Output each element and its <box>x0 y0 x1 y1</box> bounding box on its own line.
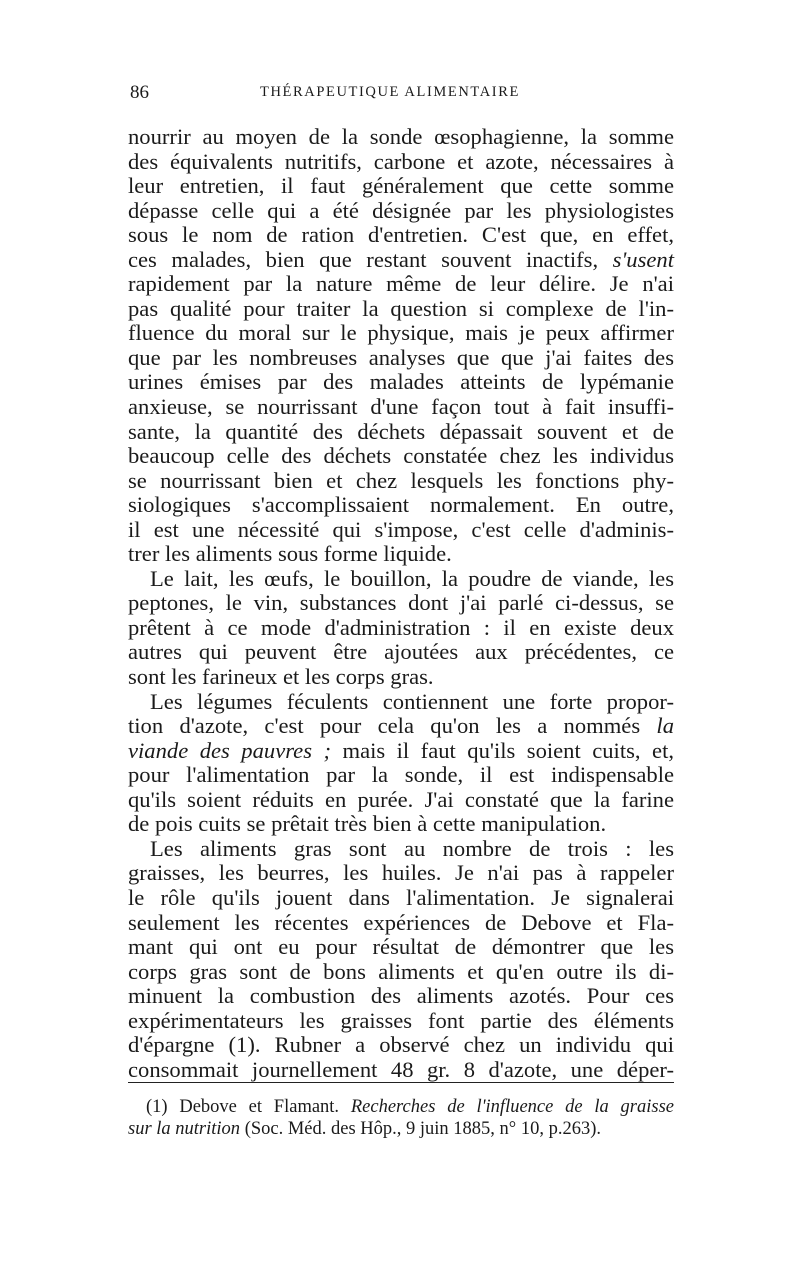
text-line: que par les nombreuses analyses que que j'ai faites des <box>128 344 674 370</box>
footnote-line <box>128 1096 674 1118</box>
footnote-italic: Recherches de l'influence de la graisse <box>350 1097 674 1117</box>
running-title: THÉRAPEUTIQUE ALIMENTAIRE <box>260 84 520 100</box>
text-line: pas qualité pour traiter la question si complexe de l'in- <box>128 295 674 321</box>
text-line: d'épargne (1). Rubner a observé chez un individu qui <box>128 1032 674 1058</box>
text-line: mant qui ont eu pour résultat de démontrer que les <box>128 934 674 960</box>
text-line: Les légumes féculents contiennent une forte propor- <box>150 688 674 714</box>
text-line: dépasse celle qui a été désignée par les physiologistes <box>128 197 674 223</box>
text-line: expérimentateurs les graisses font partie des éléments <box>128 1007 674 1033</box>
text-line: seulement les récentes expériences de Debove et Fla- <box>128 909 674 935</box>
text-line: des équivalents nutritifs, carbone et azote, nécessaires à <box>128 148 674 174</box>
text-line: fluence du moral sur le physique, mais je peux affirmer <box>128 320 674 346</box>
text-segment: mais il faut qu'ils soient cuits, et, <box>331 737 674 763</box>
text-line: trer les aliments sous forme liquide. <box>128 541 452 567</box>
text-line: anxieuse, se nourrissant d'une façon tout à fait insuffi- <box>128 394 674 420</box>
italic-text: la <box>656 713 674 739</box>
text-line: sante, la quantité des déchets dépassait souvent et de <box>128 418 674 444</box>
body-text <box>128 125 674 1082</box>
text-line: autres qui peuvent être ajoutées aux précédentes, ce <box>128 639 674 665</box>
text-line: minuent la combustion des aliments azotés. Pour ces <box>128 983 674 1009</box>
footnote-divider <box>128 1082 674 1083</box>
text-line: pour l'alimentation par la sonde, il est indispensable <box>128 762 674 788</box>
text-line: qu'ils soient réduits en purée. J'ai constaté que la farine <box>128 786 674 812</box>
page-number: 86 <box>130 82 149 103</box>
text-segment: tion d'azote, c'est pour cela qu'on les a nommés <box>128 713 657 739</box>
text-line: rapidement par la nature même de leur délire. Je n'ai <box>128 271 674 297</box>
text-line <box>128 714 674 739</box>
text-line: sont les farineux et les corps gras. <box>128 664 434 690</box>
text-line: nourrir au moyen de la sonde œsophagienne, la somme <box>128 124 674 149</box>
footnote-text: (Soc. Méd. des Hôp., 9 juin 1885, n° 10, p.263). <box>240 1119 601 1139</box>
text-line <box>128 739 674 764</box>
footnote-text: (1) Debove et Flamant. <box>146 1097 351 1117</box>
footnote <box>128 1096 674 1140</box>
text-line: corps gras sont de bons aliments et qu'en outre ils di- <box>128 958 674 984</box>
text-line: Le lait, les œufs, le bouillon, la poudre de viande, les <box>150 565 674 591</box>
text-line: il est une nécessité qui s'impose, c'est celle d'adminis- <box>128 516 674 542</box>
text-line: urines émises par des malades atteints de lypémanie <box>128 369 674 395</box>
text-line: siologiques s'accomplissaient normalement. En outre, <box>128 492 674 518</box>
text-line: prêtent à ce mode d'administration : il en existe deux <box>128 614 674 640</box>
text-line: peptones, le vin, substances dont j'ai parlé ci-dessus, se <box>128 590 674 616</box>
text-line: graisses, les beurres, les huiles. Je n'ai pas à rappeler <box>128 860 674 886</box>
italic-text: s'usent <box>612 246 674 272</box>
text-line <box>128 248 674 273</box>
text-line: Les aliments gras sont au nombre de trois : les <box>150 835 674 861</box>
text-segment: ces malades, bien que restant souvent inactifs, <box>128 246 613 272</box>
text-line: beaucoup celle des déchets constatée chez les individus <box>128 443 674 469</box>
text-line: leur entretien, il faut généralement que cette somme <box>128 173 674 199</box>
footnote-line <box>128 1118 674 1140</box>
footnote-italic: sur la nutrition <box>128 1119 241 1139</box>
text-line: se nourrissant bien et chez lesquels les fonctions phy- <box>128 467 674 493</box>
running-header <box>130 82 670 112</box>
text-line: sous le nom de ration d'entretien. C'est que, en effet, <box>128 222 674 248</box>
text-line: le rôle qu'ils jouent dans l'alimentation. Je signalerai <box>128 884 674 910</box>
text-line: de pois cuits se prêtait très bien à cette manipulation. <box>128 811 607 837</box>
italic-text: viande des pauvres ; <box>128 737 332 763</box>
text-line: consommait journellement 48 gr. 8 d'azote, une déper- <box>128 1056 674 1082</box>
